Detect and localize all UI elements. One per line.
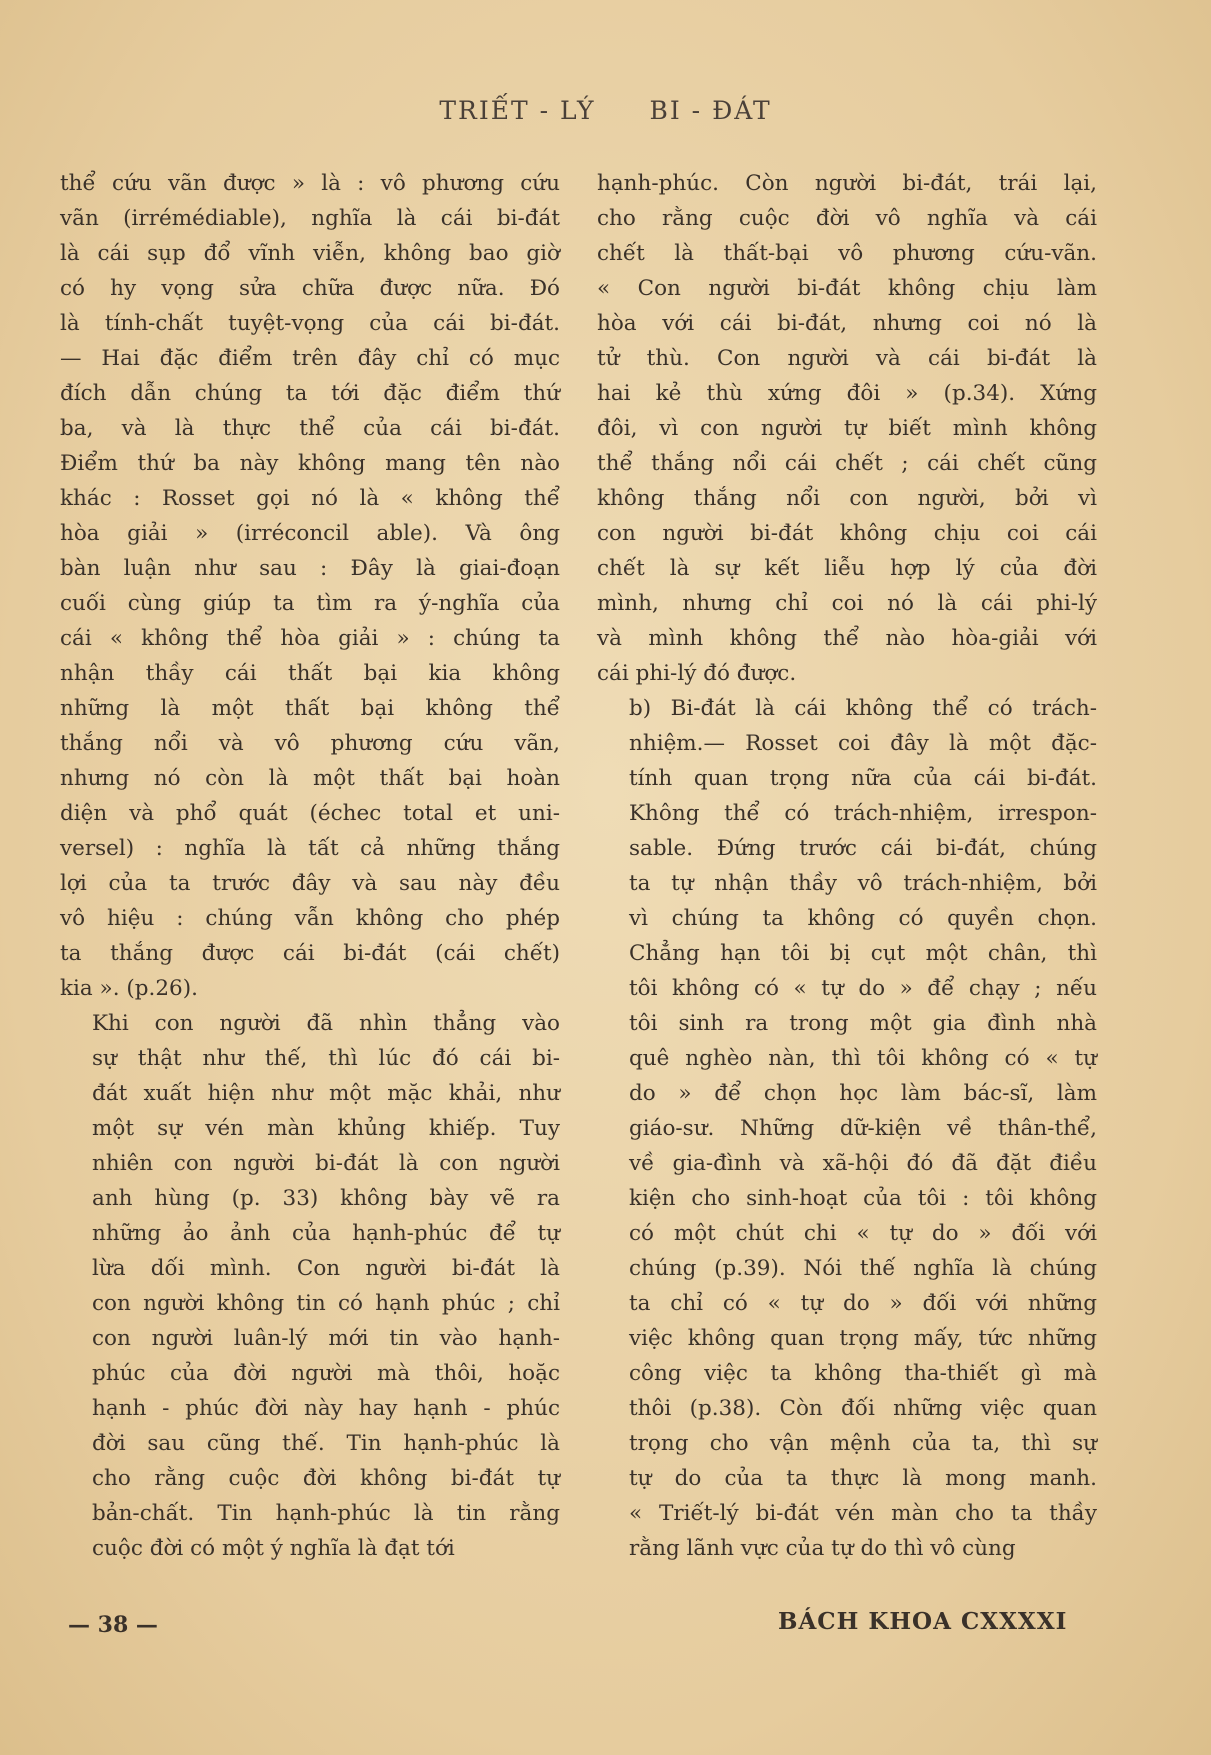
text-line: ta tự nhận thầy vô trách-nhiệm, bởi — [629, 871, 1097, 896]
text-line: thể cứu vãn được » là : vô phương cứu — [60, 171, 560, 196]
text-line: hạnh - phúc đời này hay hạnh - phúc — [92, 1396, 560, 1421]
text-line: lừa dối mình. Con người bi-đát là — [92, 1256, 560, 1281]
paragraph — [597, 691, 1097, 1566]
text-line: ta thắng được cái bi-đát (cái chết) — [60, 941, 560, 966]
page-number: — 38 — — [68, 1612, 158, 1638]
header-left: TRIẾT - LÝ — [439, 96, 596, 125]
text-line: vô hiệu : chúng vẫn không cho phép — [60, 906, 560, 931]
text-line: vì chúng ta không có quyền chọn. — [629, 906, 1097, 931]
text-line: là cái sụp đổ vĩnh viễn, không bao giờ — [60, 241, 560, 266]
text-line: một sự vén màn khủng khiếp. Tuy — [92, 1116, 560, 1141]
text-line: phúc của đời người mà thôi, hoặc — [92, 1361, 560, 1386]
paragraph — [597, 166, 1097, 691]
text-line: chúng (p.39). Nói thế nghĩa là chúng — [629, 1256, 1097, 1281]
text-line: Không thể có trách-nhiệm, irrespon- — [629, 801, 1097, 826]
text-line: việc không quan trọng mấy, tức những — [629, 1326, 1097, 1351]
text-line: có hy vọng sửa chữa được nữa. Đó — [60, 276, 560, 301]
text-line: khác : Rosset gọi nó là « không thể — [60, 486, 560, 511]
text-line: chết là thất-bại vô phương cứu-vãn. — [597, 241, 1097, 266]
paragraph — [60, 1006, 560, 1566]
text-line: do » để chọn học làm bác-sĩ, làm — [629, 1081, 1097, 1106]
text-line: anh hùng (p. 33) không bày vẽ ra — [92, 1186, 560, 1211]
text-line: trọng cho vận mệnh của ta, thì sự — [629, 1431, 1097, 1456]
text-line: mình, nhưng chỉ coi nó là cái phi-lý — [597, 591, 1097, 616]
text-line: đát xuất hiện như một mặc khải, như — [92, 1081, 560, 1106]
text-line: không thắng nổi con người, bởi vì — [597, 486, 1097, 511]
text-line: tính quan trọng nữa của cái bi-đát. — [629, 766, 1097, 791]
text-line: là tính-chất tuyệt-vọng của cái bi-đát. — [60, 311, 560, 336]
text-line: con người bi-đát không chịu coi cái — [597, 521, 1097, 546]
text-line: những ảo ảnh của hạnh-phúc để tự — [92, 1221, 560, 1246]
text-line: đôi, vì con người tự biết mình không — [597, 416, 1097, 441]
text-line: tử thù. Con người và cái bi-đát là — [597, 346, 1097, 371]
text-line: và mình không thể nào hòa-giải với — [597, 626, 1097, 651]
text-line: nhưng nó còn là một thất bại hoàn — [60, 766, 560, 791]
text-line: — Hai đặc điểm trên đây chỉ có mục — [60, 346, 560, 371]
text-line: ba, và là thực thể của cái bi-đát. — [60, 416, 560, 441]
text-line: sable. Đứng trước cái bi-đát, chúng — [629, 836, 1097, 861]
text-line: « Triết-lý bi-đát vén màn cho ta thầy — [629, 1501, 1097, 1526]
text-line: chết là sự kết liễu hợp lý của đời — [597, 556, 1097, 581]
text-line: thể thắng nổi cái chết ; cái chết cũng — [597, 451, 1097, 476]
text-line: về gia-đình và xã-hội đó đã đặt điều — [629, 1151, 1097, 1176]
text-line: đời sau cũng thế. Tin hạnh-phúc là — [92, 1431, 560, 1456]
text-line: thắng nổi và vô phương cứu vãn, — [60, 731, 560, 756]
text-line: nhiệm.— Rosset coi đây là một đặc- — [629, 731, 1097, 756]
text-line: có một chút chi « tự do » đối với — [629, 1221, 1097, 1246]
text-line: nhận thầy cái thất bại kia không — [60, 661, 560, 686]
text-line: công việc ta không tha-thiết gì mà — [629, 1361, 1097, 1386]
header-right: BI - ĐÁT — [649, 96, 772, 125]
text-line: những là một thất bại không thể — [60, 696, 560, 721]
text-line: cho rằng cuộc đời không bi-đát tự — [92, 1466, 560, 1491]
text-line: hai kẻ thù xứng đôi » (p.34). Xứng — [597, 381, 1097, 406]
text-line: Chẳng hạn tôi bị cụt một chân, thì — [629, 941, 1097, 966]
text-line: đích dẫn chúng ta tới đặc điểm thứ — [60, 381, 560, 406]
text-line: giáo-sư. Những dữ-kiện về thân-thể, — [629, 1116, 1097, 1141]
text-line: versel) : nghĩa là tất cả những thắng — [60, 836, 560, 861]
running-header — [0, 96, 1211, 125]
text-line: quê nghèo nàn, thì tôi không có « tự — [629, 1046, 1097, 1071]
text-line: sự thật như thế, thì lúc đó cái bi- — [92, 1046, 560, 1071]
text-line: cuối cùng giúp ta tìm ra ý-nghĩa của — [60, 591, 560, 616]
text-line: bàn luận như sau : Đây là giai-đoạn — [60, 556, 560, 581]
text-line: cho rằng cuộc đời vô nghĩa và cái — [597, 206, 1097, 231]
text-line: tôi không có « tự do » để chạy ; nếu — [629, 976, 1097, 1001]
text-line: tôi sinh ra trong một gia đình nhà — [629, 1011, 1097, 1036]
text-line: b) Bi-đát là cái không thể có trách- — [629, 696, 1097, 721]
text-line: Khi con người đã nhìn thẳng vào — [92, 1011, 560, 1036]
text-line: kia ». (p.26). — [60, 976, 198, 1001]
text-line: nhiên con người bi-đát là con người — [92, 1151, 560, 1176]
text-line: cái « không thể hòa giải » : chúng ta — [60, 626, 560, 651]
text-line: bản-chất. Tin hạnh-phúc là tin rằng — [92, 1501, 560, 1526]
paragraph — [60, 166, 560, 1006]
text-line: thôi (p.38). Còn đối những việc quan — [629, 1396, 1097, 1421]
text-line: con người không tin có hạnh phúc ; chỉ — [92, 1291, 560, 1316]
right-column — [597, 166, 1097, 1566]
text-line: hòa giải » (irréconcil able). Và ông — [60, 521, 560, 546]
text-line: hòa với cái bi-đát, nhưng coi nó là — [597, 311, 1097, 336]
text-line: cuộc đời có một ý nghĩa là đạt tới — [92, 1536, 455, 1561]
text-line: kiện cho sinh-hoạt của tôi : tôi không — [629, 1186, 1097, 1211]
text-line: con người luân-lý mới tin vào hạnh- — [92, 1326, 560, 1351]
text-line: vãn (irrémédiable), nghĩa là cái bi-đát — [60, 206, 560, 231]
text-line: tự do của ta thực là mong manh. — [629, 1466, 1097, 1491]
publication-name: BÁCH KHOA CXXXXI — [778, 1608, 1068, 1635]
text-line: cái phi-lý đó được. — [597, 661, 797, 686]
text-line: rằng lãnh vực của tự do thì vô cùng — [629, 1536, 1016, 1561]
text-line: « Con người bi-đát không chịu làm — [597, 276, 1097, 301]
text-line: lợi của ta trước đây và sau này đều — [60, 871, 560, 896]
left-column — [60, 166, 560, 1566]
text-line: hạnh-phúc. Còn người bi-đát, trái lại, — [597, 171, 1097, 196]
text-line: diện và phổ quát (échec total et uni- — [60, 801, 560, 826]
text-line: Điểm thứ ba này không mang tên nào — [60, 451, 560, 476]
text-line: ta chỉ có « tự do » đối với những — [629, 1291, 1097, 1316]
